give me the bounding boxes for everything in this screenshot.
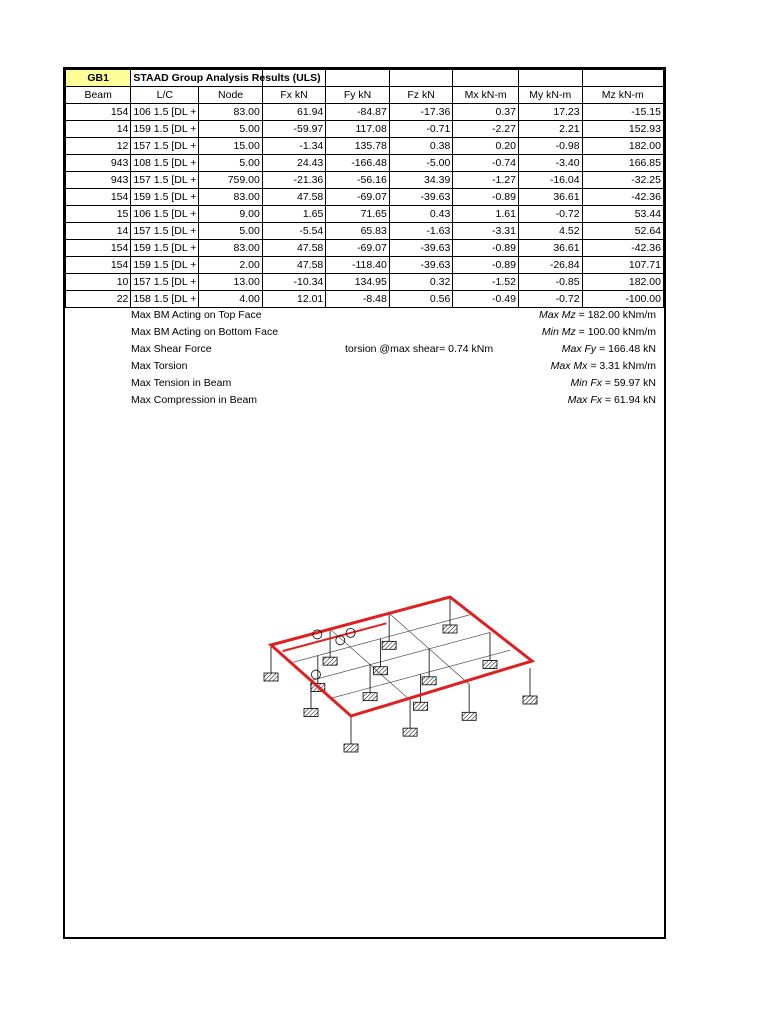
- cell-my[interactable]: 4.52: [518, 223, 582, 240]
- table-row: [66, 138, 664, 155]
- cell-mz[interactable]: -42.36: [582, 189, 663, 206]
- node-icon: [336, 636, 345, 645]
- summary-label: Max Torsion: [131, 360, 188, 372]
- cell-mz[interactable]: 182.00: [582, 274, 663, 291]
- cell-beam[interactable]: 154: [66, 189, 131, 206]
- cell-mz[interactable]: 182.00: [582, 138, 663, 155]
- header-node[interactable]: Node: [199, 87, 263, 104]
- cell-my[interactable]: -16.04: [518, 172, 582, 189]
- cell-fy[interactable]: -56.16: [326, 172, 390, 189]
- cell-fx[interactable]: 47.58: [262, 189, 325, 206]
- header-fy[interactable]: Fy kN: [326, 87, 390, 104]
- cell-fy[interactable]: -8.48: [326, 291, 390, 308]
- cell-fz[interactable]: 34.39: [389, 172, 452, 189]
- cell-beam[interactable]: 22: [66, 291, 131, 308]
- cell-fy[interactable]: -84.87: [326, 104, 390, 121]
- table-title: STAAD Group Analysis Results (ULS): [133, 72, 321, 84]
- cell-fz[interactable]: 0.38: [389, 138, 452, 155]
- cell-beam[interactable]: 154: [66, 104, 131, 121]
- table-row: [66, 172, 664, 189]
- support-icon: [374, 667, 388, 675]
- cell-fx[interactable]: 47.58: [262, 240, 325, 257]
- empty-cell[interactable]: [582, 70, 663, 87]
- cell-lc[interactable]: 159 1.5 [DL +: [131, 121, 199, 138]
- cell-mx[interactable]: -0.89: [453, 189, 519, 206]
- worksheet: [63, 67, 666, 939]
- table-row: [66, 189, 664, 206]
- header-beam[interactable]: Beam: [66, 87, 131, 104]
- summary-number: = 182.00 kNm/m: [575, 309, 656, 321]
- support-icon: [323, 657, 337, 665]
- cell-fx[interactable]: -5.54: [262, 223, 325, 240]
- cell-fz[interactable]: -39.63: [389, 240, 452, 257]
- cell-node[interactable]: 759.00: [199, 172, 263, 189]
- summary-number: = 166.48 kN: [596, 343, 656, 355]
- cell-node[interactable]: 83.00: [199, 104, 263, 121]
- table-title-cell[interactable]: [131, 70, 321, 87]
- summary-value: [542, 324, 656, 341]
- summary-symbol: Max Mx: [550, 360, 588, 372]
- cell-fy[interactable]: 135.78: [326, 138, 390, 155]
- cell-node[interactable]: 83.00: [199, 189, 263, 206]
- cell-fy[interactable]: 71.65: [326, 206, 390, 223]
- cell-fy[interactable]: -118.40: [326, 257, 390, 274]
- cell-fx[interactable]: -1.34: [262, 138, 325, 155]
- cell-fx[interactable]: 12.01: [262, 291, 325, 308]
- cell-fz[interactable]: -17.36: [389, 104, 452, 121]
- cell-fz[interactable]: -1.63: [389, 223, 452, 240]
- cell-node[interactable]: 5.00: [199, 121, 263, 138]
- cell-beam[interactable]: 12: [66, 138, 131, 155]
- results-table: [65, 69, 664, 308]
- cell-fx[interactable]: 24.43: [262, 155, 325, 172]
- cell-mz[interactable]: 107.71: [582, 257, 663, 274]
- cell-fx[interactable]: 1.65: [262, 206, 325, 223]
- cell-my[interactable]: -3.40: [518, 155, 582, 172]
- summary-label: Max Tension in Beam: [131, 377, 232, 389]
- support-icon: [414, 702, 428, 710]
- cell-beam[interactable]: 943: [66, 155, 131, 172]
- header-lc[interactable]: L/C: [131, 87, 199, 104]
- support-icon: [304, 709, 318, 717]
- cell-lc[interactable]: 159 1.5 [DL +: [131, 257, 199, 274]
- cell-beam[interactable]: 14: [66, 121, 131, 138]
- summary-label: Max Compression in Beam: [131, 394, 258, 406]
- cell-mx[interactable]: 1.61: [453, 206, 519, 223]
- empty-cell[interactable]: [518, 70, 582, 87]
- cell-node[interactable]: 13.00: [199, 274, 263, 291]
- cell-fy[interactable]: 117.08: [326, 121, 390, 138]
- empty-cell[interactable]: [389, 70, 452, 87]
- summary-row-max-bm-top: [65, 307, 664, 324]
- support-icon: [523, 696, 537, 704]
- cell-beam[interactable]: 943: [66, 172, 131, 189]
- summary-label: Max BM Acting on Bottom Face: [131, 326, 279, 338]
- cell-node[interactable]: 4.00: [199, 291, 263, 308]
- table-row: [66, 240, 664, 257]
- summary-symbol: Min Fx: [570, 377, 602, 389]
- empty-cell[interactable]: [326, 70, 390, 87]
- cell-lc[interactable]: 157 1.5 [DL +: [131, 172, 199, 189]
- cell-mz[interactable]: 166.85: [582, 155, 663, 172]
- cell-my[interactable]: 17.23: [518, 104, 582, 121]
- summary-row-max-shear: [65, 341, 664, 358]
- grid-line: [311, 633, 490, 681]
- summary-label: Max Shear Force: [131, 343, 212, 355]
- cell-mz[interactable]: 152.93: [582, 121, 663, 138]
- cell-fx[interactable]: -10.34: [262, 274, 325, 291]
- summary-symbol: Min Mz: [541, 326, 576, 338]
- summary-section: [65, 307, 664, 409]
- cell-my[interactable]: 2.21: [518, 121, 582, 138]
- cell-node[interactable]: 9.00: [199, 206, 263, 223]
- summary-note: torsion @max shear= 0.74 kNm: [345, 343, 494, 355]
- table-row: [66, 206, 664, 223]
- cell-fy[interactable]: 65.83: [326, 223, 390, 240]
- cell-node[interactable]: 5.00: [199, 155, 263, 172]
- cell-fz[interactable]: 0.32: [389, 274, 452, 291]
- cell-mz[interactable]: -32.25: [582, 172, 663, 189]
- cell-lc[interactable]: 157 1.5 [DL +: [131, 138, 199, 155]
- cell-fx[interactable]: 47.58: [262, 257, 325, 274]
- summary-label: Max BM Acting on Top Face: [131, 309, 262, 321]
- cell-beam[interactable]: 154: [66, 257, 131, 274]
- support-icon: [363, 693, 377, 701]
- cell-mz[interactable]: -42.36: [582, 240, 663, 257]
- support-icon: [344, 744, 358, 752]
- cell-mx[interactable]: -2.27: [453, 121, 519, 138]
- group-id-cell[interactable]: GB1: [66, 70, 131, 87]
- support-icon: [483, 661, 497, 669]
- cell-fx[interactable]: -59.97: [262, 121, 325, 138]
- cell-fy[interactable]: -166.48: [326, 155, 390, 172]
- summary-value: [562, 341, 656, 358]
- cell-my[interactable]: 36.61: [518, 240, 582, 257]
- cell-my[interactable]: -0.72: [518, 206, 582, 223]
- support-icon: [264, 673, 278, 681]
- cell-lc[interactable]: 159 1.5 [DL +: [131, 240, 199, 257]
- cell-node[interactable]: 2.00: [199, 257, 263, 274]
- cell-mx[interactable]: -3.31: [453, 223, 519, 240]
- summary-value: [539, 307, 656, 324]
- cell-node[interactable]: 5.00: [199, 223, 263, 240]
- cell-fz[interactable]: 0.43: [389, 206, 452, 223]
- cell-lc[interactable]: 158 1.5 [DL +: [131, 291, 199, 308]
- cell-mz[interactable]: -100.00: [582, 291, 663, 308]
- cell-mx[interactable]: 0.20: [453, 138, 519, 155]
- table-row: [66, 223, 664, 240]
- cell-mx[interactable]: -0.74: [453, 155, 519, 172]
- title-row: [66, 70, 664, 87]
- header-mx[interactable]: Mx kN-m: [453, 87, 519, 104]
- header-my[interactable]: My kN-m: [518, 87, 582, 104]
- cell-lc[interactable]: 108 1.5 [DL +: [131, 155, 199, 172]
- cell-mx[interactable]: -1.27: [453, 172, 519, 189]
- cell-my[interactable]: 36.61: [518, 189, 582, 206]
- summary-number: = 100.00 kNm/m: [575, 326, 656, 338]
- summary-value: [551, 358, 656, 375]
- cell-fy[interactable]: -69.07: [326, 240, 390, 257]
- table-row: [66, 155, 664, 172]
- cell-fx[interactable]: -21.36: [262, 172, 325, 189]
- summary-row-max-torsion: [65, 358, 664, 375]
- header-fx[interactable]: Fx kN: [262, 87, 325, 104]
- table-row: [66, 121, 664, 138]
- cell-node[interactable]: 83.00: [199, 240, 263, 257]
- cell-mx[interactable]: -0.89: [453, 240, 519, 257]
- cell-beam[interactable]: 10: [66, 274, 131, 291]
- summary-number: = 61.94 kN: [602, 394, 656, 406]
- cell-mx[interactable]: -1.52: [453, 274, 519, 291]
- cell-my[interactable]: -0.98: [518, 138, 582, 155]
- cell-node[interactable]: 15.00: [199, 138, 263, 155]
- table-row: [66, 291, 664, 308]
- cell-fz[interactable]: -5.00: [389, 155, 452, 172]
- support-icon: [462, 712, 476, 720]
- cell-lc[interactable]: 106 1.5 [DL +: [131, 104, 199, 121]
- cell-lc[interactable]: 157 1.5 [DL +: [131, 223, 199, 240]
- summary-symbol: Max Fx: [567, 394, 602, 406]
- header-fz[interactable]: Fz kN: [389, 87, 452, 104]
- summary-value: [568, 392, 656, 409]
- summary-row-max-compression: [65, 392, 664, 409]
- cell-fy[interactable]: 134.95: [326, 274, 390, 291]
- cell-fy[interactable]: -69.07: [326, 189, 390, 206]
- support-icon: [382, 641, 396, 649]
- cell-lc[interactable]: 106 1.5 [DL +: [131, 206, 199, 223]
- summary-value: [571, 375, 657, 392]
- cell-my[interactable]: -26.84: [518, 257, 582, 274]
- summary-number: = 59.97 kN: [602, 377, 656, 389]
- header-row: [66, 87, 664, 104]
- cell-mx[interactable]: -0.89: [453, 257, 519, 274]
- structure-model-diagram: [201, 519, 561, 769]
- node-icon: [311, 670, 320, 679]
- cell-mx[interactable]: 0.37: [453, 104, 519, 121]
- table-row: [66, 274, 664, 291]
- summary-row-max-bm-bottom: [65, 324, 664, 341]
- cell-my[interactable]: -0.85: [518, 274, 582, 291]
- cell-fz[interactable]: -0.71: [389, 121, 452, 138]
- cell-fz[interactable]: -39.63: [389, 257, 452, 274]
- cell-lc[interactable]: 159 1.5 [DL +: [131, 189, 199, 206]
- support-icon: [422, 677, 436, 685]
- table-row: [66, 257, 664, 274]
- cell-fz[interactable]: -39.63: [389, 189, 452, 206]
- cell-mz[interactable]: -15.15: [582, 104, 663, 121]
- header-mz[interactable]: Mz kN-m: [582, 87, 663, 104]
- cell-mz[interactable]: 52.64: [582, 223, 663, 240]
- cell-fx[interactable]: 61.94: [262, 104, 325, 121]
- cell-beam[interactable]: 14: [66, 223, 131, 240]
- cell-lc[interactable]: 157 1.5 [DL +: [131, 274, 199, 291]
- cell-beam[interactable]: 154: [66, 240, 131, 257]
- support-icon: [443, 625, 457, 633]
- cell-fz[interactable]: 0.56: [389, 291, 452, 308]
- empty-cell[interactable]: [453, 70, 519, 87]
- cell-mz[interactable]: 53.44: [582, 206, 663, 223]
- table-row: [66, 104, 664, 121]
- summary-symbol: Max Fy: [561, 343, 597, 355]
- cell-my[interactable]: -0.72: [518, 291, 582, 308]
- summary-number: = 3.31 kNm/m: [587, 360, 656, 372]
- summary-symbol: Max Mz: [539, 309, 576, 321]
- support-icon: [403, 728, 417, 736]
- cell-beam[interactable]: 15: [66, 206, 131, 223]
- summary-row-max-tension: [65, 375, 664, 392]
- cell-mx[interactable]: -0.49: [453, 291, 519, 308]
